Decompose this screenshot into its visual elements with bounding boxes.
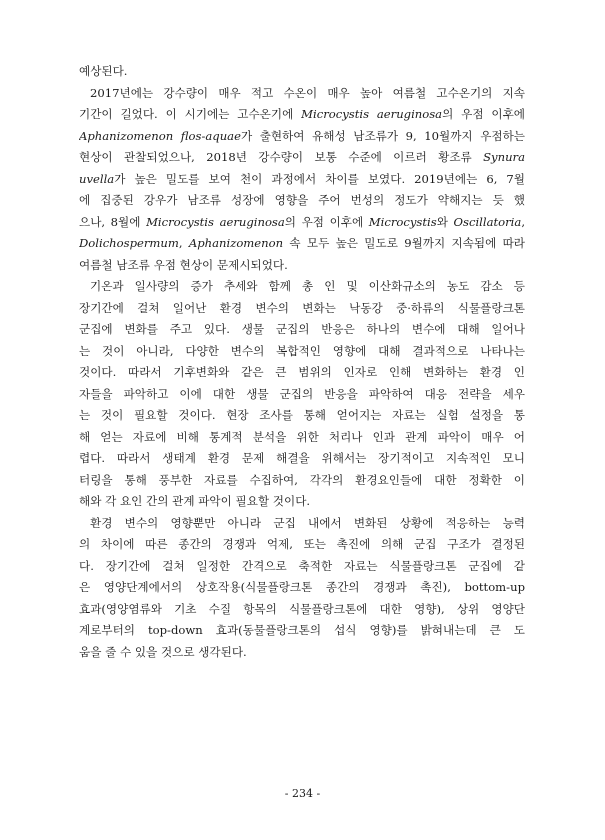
text-line: 군집에 변화를 주고 있다. 생물 군집의 반응은 하나의 변수에 대해 일어나 [79,322,525,336]
text-line: 움을 줄 수 있을 것으로 생각된다. [79,644,247,659]
text-line: 현상이 관찰되었으나, 2018년 강수량이 보통 수준에 이르러 황조류 Synura [79,150,525,164]
text-line: 의 차이에 따른 종간의 경쟁과 억제, 또는 촉진에 의해 군집 구조가 결정된 [79,537,525,551]
text-line: 환경 변수의 영향뿐만 아니라 군집 내에서 변화된 상황에 적응하는 능력 [90,515,525,530]
paragraph [79,513,525,664]
text-line: 다. 장기간에 걸쳐 일정한 간격으로 축적한 자료는 식물플랑크톤 군집에 같 [79,558,525,573]
text-line: 은 영양단계에서의 상호작용(식물플랑크톤 종간의 경쟁과 촉진), bottom-up [79,580,525,594]
text-line: 해와 각 요인 간의 관계 파악이 필요할 것이다. [79,494,311,508]
text-line: 렵다. 따라서 생태계 환경 문제 해결을 위해서는 장기적이고 지속적인 모니 [79,451,525,465]
text-line: uvella가 높은 밀도를 보여 천이 과정에서 차이를 보였다. 2019년에는 6, 7월 [79,171,525,186]
paragraph [79,83,525,277]
text-line: 예상된다. [79,64,128,78]
text-line: 으나, 8월에 Microcystis aeruginosa의 우점 이후에 Microcystis와 Oscillatoria, [79,214,525,229]
text-line: 는 것이 필요할 것이다. 현장 조사를 통해 얻어지는 자료는 실험 설정을 통 [79,408,525,422]
paragraph [79,61,525,83]
text-line: 해 얻는 자료에 비해 통계적 분석을 위한 처리나 인과 관계 파악이 매우 어 [79,429,525,444]
text-line: Dolichospermum, Aphanizomenon 속 모두 높은 밀도로 9월까지 지속됨에 따라 [79,236,525,250]
text-line: 효과(영양염류와 기초 수질 항목의 식물플랑크톤에 대한 영향), 상위 영양단 [79,601,525,616]
text-line: 여름철 남조류 우점 현상이 문제시되었다. [79,257,288,272]
text-line: 계로부터의 top-down 효과(동물플랑크톤의 섭식 영향)를 밝혀내는데 큰 도 [79,623,525,637]
text-line: Aphanizomenon flos-aquae가 출현하여 유해성 남조류가 9, 10월까지 우점하는 [79,128,525,143]
text-line: 2017년에는 강수량이 매우 적고 수온이 매우 높아 여름철 고수온기의 지속 [90,85,525,100]
page-number: - 234 - [284,787,321,800]
text-line: 기간이 길었다. 이 시기에는 고수온기에 Microcystis aeruginosa의 우점 이후에 [79,107,525,121]
text-line: 자들을 파악하고 이에 대한 생물 군집의 반응을 파악하여 대응 전략을 세우 [79,386,525,401]
text-line: 에 집중된 강우가 남조류 성장에 영향을 주어 번성의 정도가 약해지는 듯 했 [79,193,525,207]
body-text [79,61,525,663]
text-line: 기온과 일사량의 증가 추세와 함께 총 인 및 이산화규소의 농도 감소 등 [90,279,525,293]
text-line: 터링을 통해 풍부한 자료를 수집하여, 각각의 환경요인들에 대한 정확한 이 [79,472,525,487]
text-line: 것이다. 따라서 기후변화와 같은 큰 범위의 인자로 인해 변화하는 환경 인 [79,365,525,379]
text-line: 장기간에 걸쳐 일어난 환경 변수의 변화는 낙동강 중·하류의 식물플랑크톤 [79,300,525,315]
paragraph [79,276,525,513]
text-line: 는 것이 아니라, 다양한 변수의 복합적인 영향에 대해 결과적으로 나타나는 [79,343,525,358]
